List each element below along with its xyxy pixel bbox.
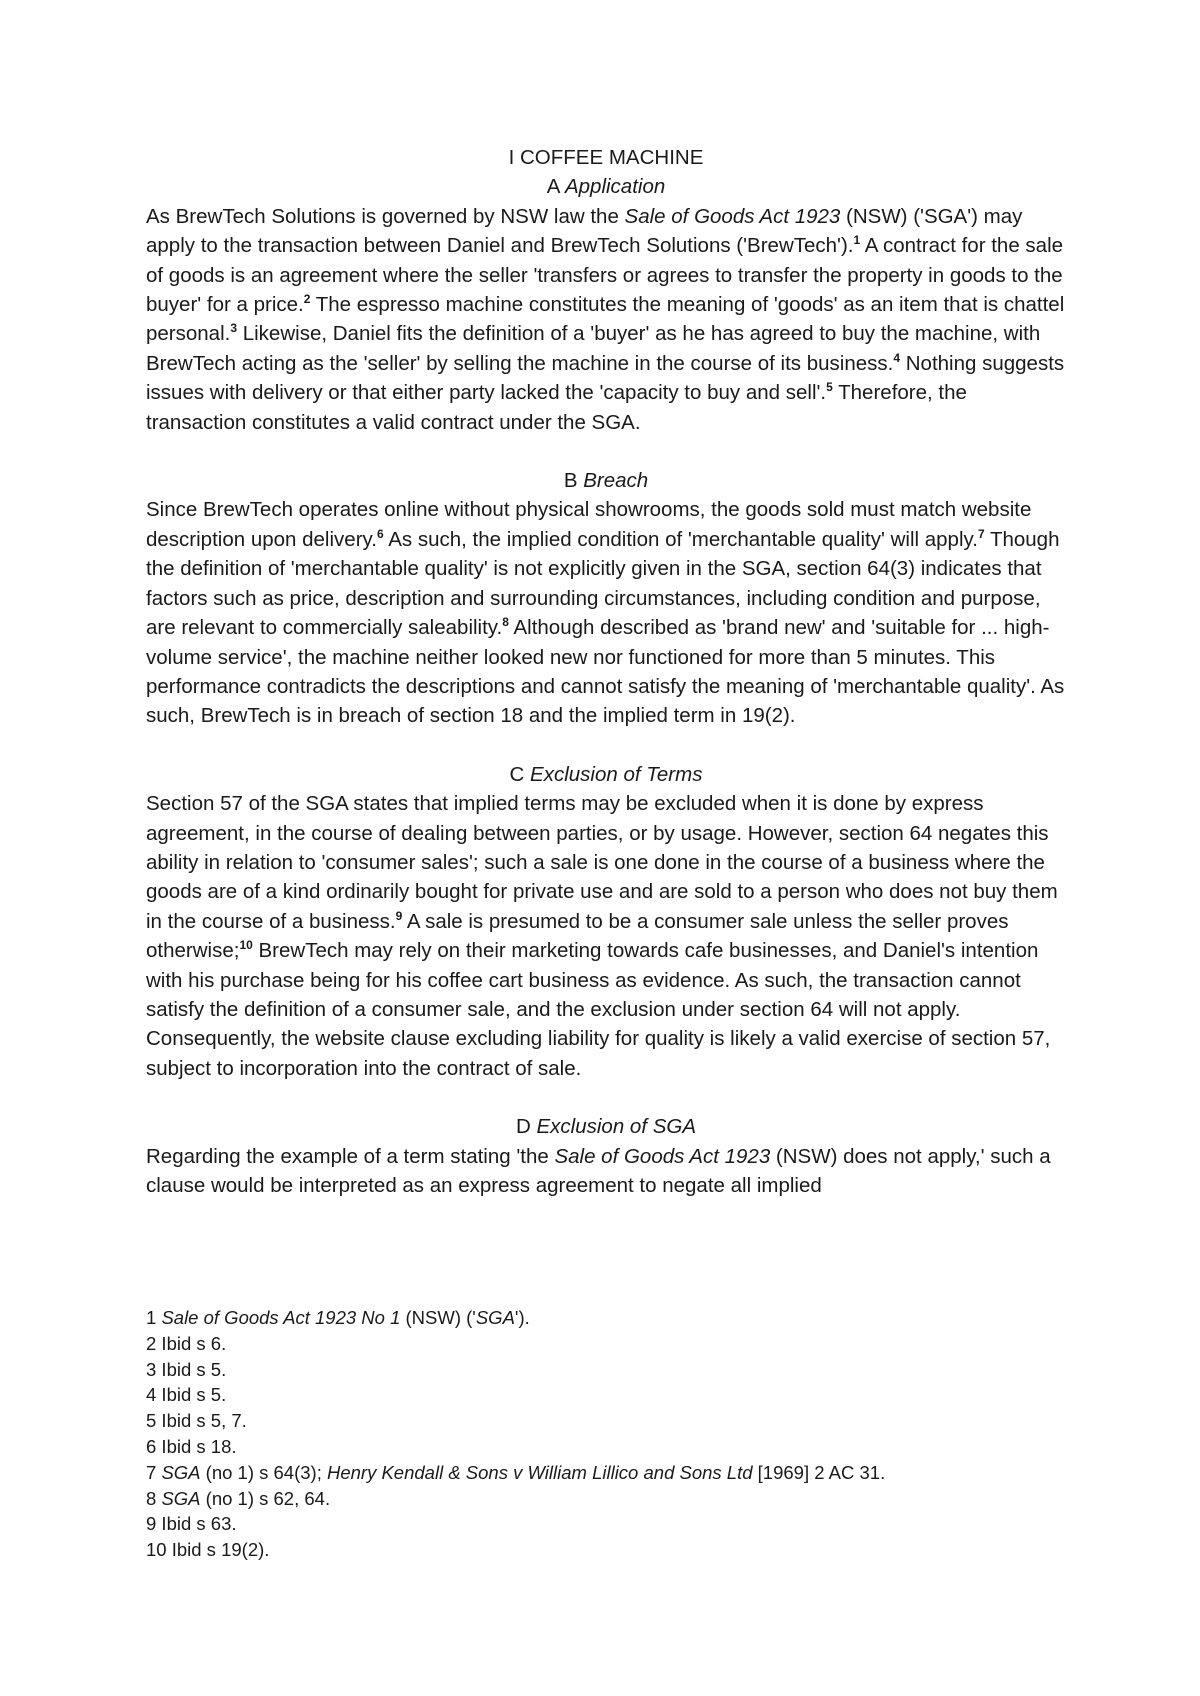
footnote-ref: 3 bbox=[230, 321, 238, 336]
text-run: BrewTech may rely on their marketing towards cafe businesses, and Daniel's intention with his purchase being for his coffee cart business as evidence. As such, the transaction cannot satisfy the definition of a consumer sale, and the exclusion under section 64 will not apply. Consequently, the website clause excluding liability for quality is likely a valid exercise of section 57, subject to incorporation into the contract of sale. bbox=[146, 939, 1051, 1080]
text-run: 2 Ibid s 6. bbox=[146, 1332, 227, 1354]
text-run: 9 Ibid s 63. bbox=[146, 1513, 237, 1535]
footnote-item bbox=[146, 1331, 1066, 1357]
text-run: (NSW) ('SGA') may apply to the transaction between Daniel and BrewTech Solutions ('BrewTech'). bbox=[146, 204, 1023, 258]
footnote-item bbox=[146, 1305, 1066, 1331]
section-heading-text: Breach bbox=[583, 469, 649, 493]
text-run: 3 Ibid s 5. bbox=[146, 1358, 227, 1380]
section-letter: A bbox=[546, 175, 560, 199]
text-run: A sale is presumed to be a consumer sale unless the seller proves otherwise; bbox=[146, 909, 1009, 963]
text-run: (no 1) s 64(3); bbox=[200, 1461, 327, 1483]
footnote-item bbox=[146, 1434, 1066, 1460]
footnote-item bbox=[146, 1382, 1066, 1408]
section-heading bbox=[146, 760, 1066, 789]
text-run: Since BrewTech operates online without physical showrooms, the goods sold must match website description upon delivery. bbox=[146, 498, 1032, 551]
section-a bbox=[146, 172, 1066, 437]
footnote-ref: 9 bbox=[395, 908, 403, 923]
text-run: As such, the implied condition of 'merchantable quality' will apply. bbox=[383, 527, 978, 551]
footnotes bbox=[146, 1305, 1066, 1563]
section-letter: D bbox=[515, 1115, 531, 1139]
section-heading-text: Exclusion of Terms bbox=[530, 762, 703, 786]
text-run: 6 Ibid s 18. bbox=[146, 1435, 237, 1457]
text-run: Likewise, Daniel fits the definition of a 'buyer' as he has agreed to buy the machine, with BrewTech acting as the 'seller' by selling the machine in the course of its business. bbox=[146, 322, 1041, 375]
section-heading bbox=[146, 466, 1066, 495]
text-run: A contract for the sale of goods is an agreement where the seller 'transfers or agrees to transfer the property in goods to the buyer' for a price. bbox=[146, 234, 1064, 317]
footnote-item bbox=[146, 1408, 1066, 1434]
text-run: 5 Ibid s 5, 7. bbox=[146, 1410, 247, 1432]
footnote-ref: 7 bbox=[977, 527, 985, 542]
text-run: 4 Ibid s 5. bbox=[146, 1384, 227, 1406]
footnote-ref: 6 bbox=[376, 527, 384, 542]
footnote-item bbox=[146, 1537, 1066, 1563]
text-run: As BrewTech Solutions is governed by NSW law the bbox=[146, 204, 625, 228]
italic-text: SGA bbox=[475, 1307, 515, 1328]
text-run: 8 bbox=[146, 1487, 162, 1509]
section-b bbox=[146, 466, 1066, 731]
text-run: Though the definition of 'merchantable quality' is not explicitly given in the SGA, section 64(3) indicates that factors such as price, description and surrounding circumstances, including condition and purpose, are relevant to commercially saleability. bbox=[146, 527, 1060, 640]
text-run: '). bbox=[514, 1307, 530, 1328]
italic-text: Sale of Goods Act 1923 bbox=[624, 204, 841, 228]
text-run: [1969] 2 AC 31. bbox=[752, 1461, 886, 1483]
footnote-ref: 4 bbox=[893, 351, 901, 366]
italic-text: Sale of Goods Act 1923 No 1 bbox=[161, 1307, 401, 1328]
text-run: Nothing suggests issues with delivery or that either party lacked the 'capacity to buy and sell'. bbox=[146, 351, 1065, 405]
text-run: (NSW) (' bbox=[400, 1307, 476, 1328]
section-paragraph bbox=[146, 495, 1066, 730]
footnote-ref: 8 bbox=[502, 615, 509, 630]
italic-text: SGA bbox=[161, 1461, 201, 1483]
text-run: 10 Ibid s 19(2). bbox=[146, 1539, 270, 1561]
document-body bbox=[146, 143, 1066, 1229]
section-heading bbox=[146, 1112, 1066, 1141]
footnote-item bbox=[146, 1511, 1066, 1537]
section-paragraph bbox=[146, 202, 1066, 437]
footnote-ref: 1 bbox=[853, 233, 861, 248]
italic-text: Sale of Goods Act 1923 bbox=[554, 1144, 771, 1168]
footnote-ref: 10 bbox=[239, 938, 253, 953]
text-run: Therefore, the transaction constitutes a valid contract under the SGA. bbox=[146, 381, 967, 434]
footnote-ref: 5 bbox=[826, 380, 833, 395]
section-heading bbox=[146, 172, 1066, 201]
italic-text: Henry Kendall & Sons v William Lillico and Sons Ltd bbox=[326, 1461, 753, 1483]
text-run: Section 57 of the SGA states that implied terms may be excluded when it is done by express agreement, in the course of dealing between parties, or by usage. However, section 64 negates this ability in relation to 'consumer sales'; such a sale is one done in the course of a business where the goods are of a kind ordinarily bought for private use and are sold to a person who does not buy them in the course of a business. bbox=[146, 792, 1058, 933]
text-run: The espresso machine constitutes the meaning of 'goods' as an item that is chattel personal. bbox=[146, 293, 1065, 346]
section-c bbox=[146, 760, 1066, 1083]
text-run: Regarding the example of a term stating 'the bbox=[146, 1144, 555, 1168]
footnote-item bbox=[146, 1486, 1066, 1512]
text-run: Although described as 'brand new' and 'suitable for ... high-volume service', the machine neither looked new nor functioned for more than 5 minutes. This performance contradicts the descriptions and cannot satisfy the meaning of 'merchantable quality'. As such, BrewTech is in breach of section 18 and the implied term in 19(2). bbox=[146, 616, 1065, 728]
section-letter: B bbox=[563, 469, 578, 493]
text-run: 1 bbox=[146, 1307, 162, 1328]
footnote-item bbox=[146, 1357, 1066, 1383]
section-paragraph bbox=[146, 1142, 1066, 1201]
text-run: (NSW) does not apply,' such a clause would be interpreted as an express agreement to negate all implied bbox=[146, 1144, 1051, 1197]
text-run: (no 1) s 62, 64. bbox=[200, 1487, 331, 1509]
italic-text: SGA bbox=[161, 1487, 201, 1509]
section-heading-text: Application bbox=[564, 175, 666, 199]
footnote-item bbox=[146, 1460, 1066, 1486]
text-run: 7 bbox=[146, 1461, 162, 1483]
footnote-ref: 2 bbox=[303, 292, 311, 307]
section-heading-text: Exclusion of SGA bbox=[536, 1115, 697, 1139]
section-letter: C bbox=[509, 762, 525, 786]
sections-container bbox=[146, 172, 1066, 1200]
document-title: I COFFEE MACHINE bbox=[508, 146, 704, 169]
section-d bbox=[146, 1112, 1066, 1200]
section-paragraph bbox=[146, 789, 1066, 1083]
